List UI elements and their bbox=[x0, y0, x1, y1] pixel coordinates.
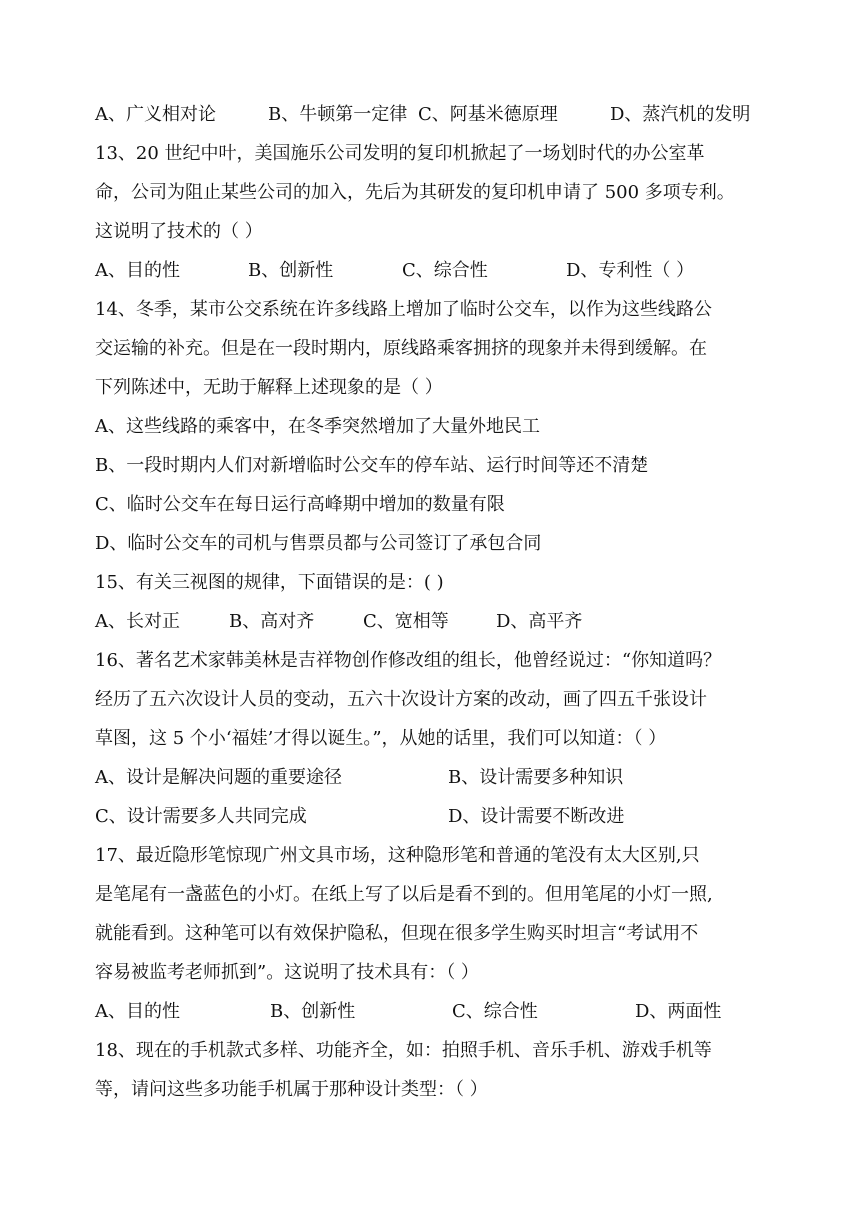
option-b: B、创新性 bbox=[270, 1001, 356, 1022]
option-a: A、目的性 bbox=[95, 260, 180, 281]
question-17-line-4: 容易被监考老师抓到”。这说明了技术具有：（ ） bbox=[95, 962, 479, 983]
option-c: C、设计需要多人共同完成 bbox=[95, 806, 307, 827]
option-c: C、宽相等 bbox=[363, 611, 449, 632]
option-c: C、综合性 bbox=[402, 260, 488, 281]
question-16-line-3: 草图，这 5 个小‘福娃’才得以诞生。”，从她的话里，我们可以知道：（ ） bbox=[95, 728, 667, 749]
option-b: B、设计需要多种知识 bbox=[448, 767, 624, 788]
option-d: D、蒸汽机的发明 bbox=[610, 104, 751, 125]
question-14-option-b: B、一段时期内人们对新增临时公交车的停车站、运行时间等还不清楚 bbox=[95, 455, 649, 476]
option-d: D、两面性 bbox=[635, 1001, 722, 1022]
option-b: B、高对齐 bbox=[229, 611, 315, 632]
option-b: B、创新性 bbox=[248, 260, 334, 281]
question-17-line-2: 是笔尾有一盏蓝色的小灯。在纸上写了以后是看不到的。但用笔尾的小灯一照, bbox=[95, 884, 713, 905]
question-13-line-1: 13、20 世纪中叶，美国施乐公司发明的复印机掀起了一场划时代的办公室革 bbox=[95, 143, 705, 164]
question-16-line-1: 16、著名艺术家韩美林是吉祥物创作修改组的组长，他曾经说过：“你知道吗？ bbox=[95, 650, 722, 671]
option-d: D、专利性（ ） bbox=[566, 260, 695, 281]
option-b: B、牛顿第一定律 bbox=[268, 104, 408, 125]
question-17-line-3: 就能看到。这种笔可以有效保护隐私，但现在很多学生购买时坦言“考试用不 bbox=[95, 923, 699, 944]
question-14-option-a: A、这些线路的乘客中，在冬季突然增加了大量外地民工 bbox=[95, 416, 540, 437]
option-d: D、高平齐 bbox=[496, 611, 583, 632]
option-d: D、设计需要不断改进 bbox=[448, 806, 625, 827]
question-14-option-d: D、临时公交车的司机与售票员都与公司签订了承包合同 bbox=[95, 533, 542, 554]
question-18-line-2: 等，请问这些多功能手机属于那种设计类型：（ ） bbox=[95, 1079, 488, 1100]
option-c: C、综合性 bbox=[452, 1001, 538, 1022]
option-a: A、目的性 bbox=[95, 1001, 180, 1022]
question-13-line-3: 这说明了技术的（ ） bbox=[95, 221, 263, 242]
option-a: A、长对正 bbox=[95, 611, 180, 632]
option-a: A、广义相对论 bbox=[95, 104, 216, 125]
question-16-line-2: 经历了五六次设计人员的变动，五六十次设计方案的改动，画了四五千张设计 bbox=[95, 689, 707, 710]
question-17-line-1: 17、最近隐形笔惊现广州文具市场，这种隐形笔和普通的笔没有太大区别,只 bbox=[95, 845, 700, 866]
question-18-line-1: 18、现在的手机款式多样、功能齐全，如：拍照手机、音乐手机、游戏手机等 bbox=[95, 1040, 712, 1061]
question-14-line-3: 下列陈述中，无助于解释上述现象的是（ ） bbox=[95, 377, 443, 398]
question-15-line-1: 15、有关三视图的规律，下面错误的是：( ) bbox=[95, 572, 444, 593]
question-14-line-1: 14、冬季，某市公交系统在许多线路上增加了临时公交车，以作为这些线路公 bbox=[95, 299, 712, 320]
question-13-line-2: 命，公司为阻止某些公司的加入，先后为其研发的复印机申请了 500 多项专利。 bbox=[95, 182, 735, 203]
option-c: C、阿基米德原理 bbox=[418, 104, 558, 125]
question-14-line-2: 交运输的补充。但是在一段时期内，原线路乘客拥挤的现象并未得到缓解。在 bbox=[95, 338, 707, 359]
question-14-option-c: C、临时公交车在每日运行高峰期中增加的数量有限 bbox=[95, 494, 505, 515]
option-a: A、设计是解决问题的重要途径 bbox=[95, 767, 342, 788]
